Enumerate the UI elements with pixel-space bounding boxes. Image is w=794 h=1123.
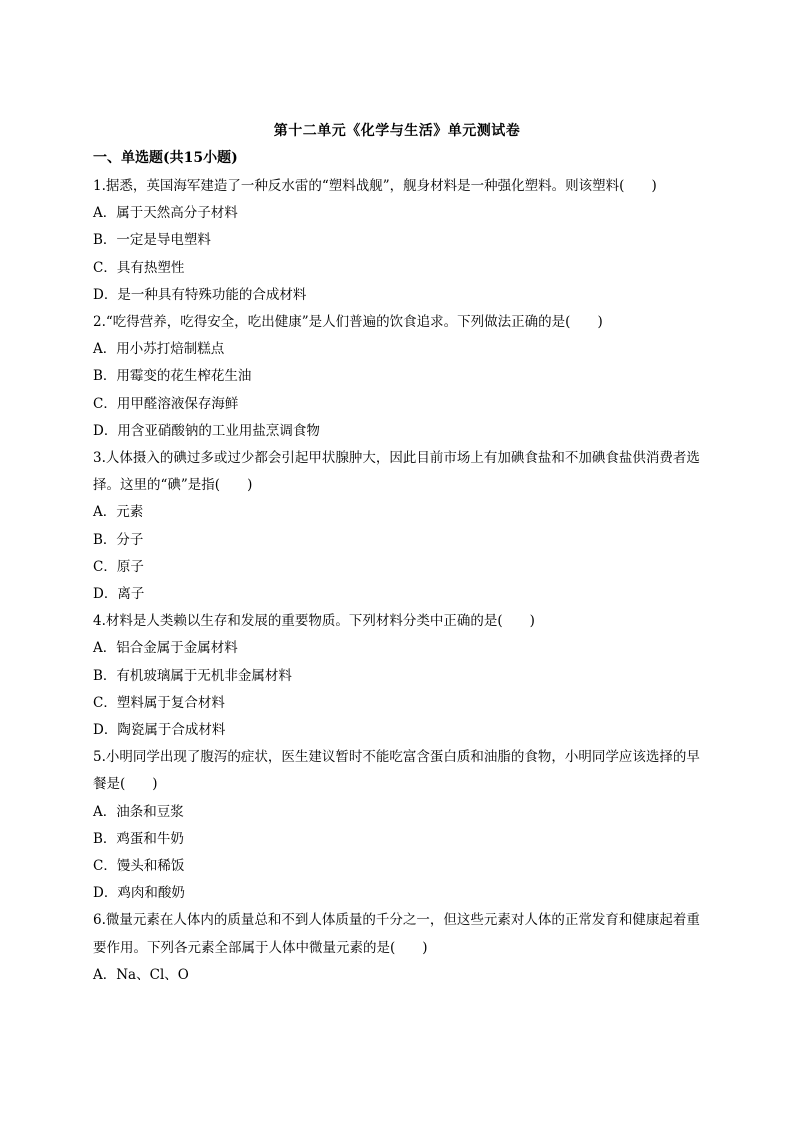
option-d: D．鸡肉和酸奶 <box>93 885 185 902</box>
question-list <box>93 173 705 989</box>
option-b: B．有机玻璃属于无机非金属材料 <box>93 667 292 684</box>
question-2 <box>93 309 705 445</box>
question-stem: 1.据悉，英国海军建造了一种反水雷的“塑料战舰”，舰身材料是一种强化塑料。则该塑料( ) <box>93 178 657 194</box>
section-heading: 一、单选题(共15小题) <box>93 150 238 166</box>
option-d: D．用含亚硝酸钠的工业用盐烹调食物 <box>93 422 320 439</box>
option-c: C．用甲醛溶液保存海鲜 <box>93 395 239 412</box>
question-stem: 2.“吃得营养，吃得安全，吃出健康”是人们普遍的饮食追求。下列做法正确的是( ) <box>93 314 603 331</box>
question-5 <box>93 744 705 907</box>
option-a: A．油条和豆浆 <box>93 803 184 820</box>
question-stem: 6.微量元素在人体内的质量总和不到人体质量的千分之一，但这些元素对人体的正常发育和健康起着重要作用。下列各元素全部属于人体中微量元素的是( ) <box>93 912 700 956</box>
page-title: 第十二单元《化学与生活》单元测试卷 <box>273 123 521 139</box>
option-c: C．塑料属于复合材料 <box>93 694 225 711</box>
option-d: D．离子 <box>93 586 145 603</box>
option-d: D．是一种具有特殊功能的合成材料 <box>93 286 307 303</box>
option-c: C．原子 <box>93 558 144 575</box>
option-a: A．铝合金属于金属材料 <box>93 640 238 657</box>
option-b: B．鸡蛋和牛奶 <box>93 830 184 847</box>
option-c: C．馒头和稀饭 <box>93 858 185 875</box>
option-a: A．元素 <box>93 504 144 521</box>
option-a: A．属于天然高分子材料 <box>93 205 238 222</box>
question-1 <box>93 173 705 309</box>
question-stem: 4.材料是人类赖以生存和发展的重要物质。下列材料分类中正确的是( ) <box>93 613 535 630</box>
option-d: D．陶瓷属于合成材料 <box>93 722 226 739</box>
option-b: B．分子 <box>93 531 144 548</box>
option-a: A．用小苏打焙制糕点 <box>93 341 225 358</box>
question-4 <box>93 608 705 744</box>
option-a: A．Na、Cl、O <box>93 966 189 983</box>
option-c: C．具有热塑性 <box>93 259 185 276</box>
option-b: B．用霉变的花生榨花生油 <box>93 368 252 385</box>
question-3 <box>93 445 705 608</box>
question-stem: 5.小明同学出现了腹泻的症状，医生建议暂时不能吃富含蛋白质和油脂的食物，小明同学应该选择的早餐是( ) <box>93 749 700 793</box>
question-stem: 3.人体摄入的碘过多或过少都会引起甲状腺肿大，因此目前市场上有加碘食盐和不加碘食盐供消费者选择。这里的“碘”是指( ) <box>93 450 700 494</box>
question-6 <box>93 907 705 989</box>
option-b: B．一定是导电塑料 <box>93 232 211 249</box>
